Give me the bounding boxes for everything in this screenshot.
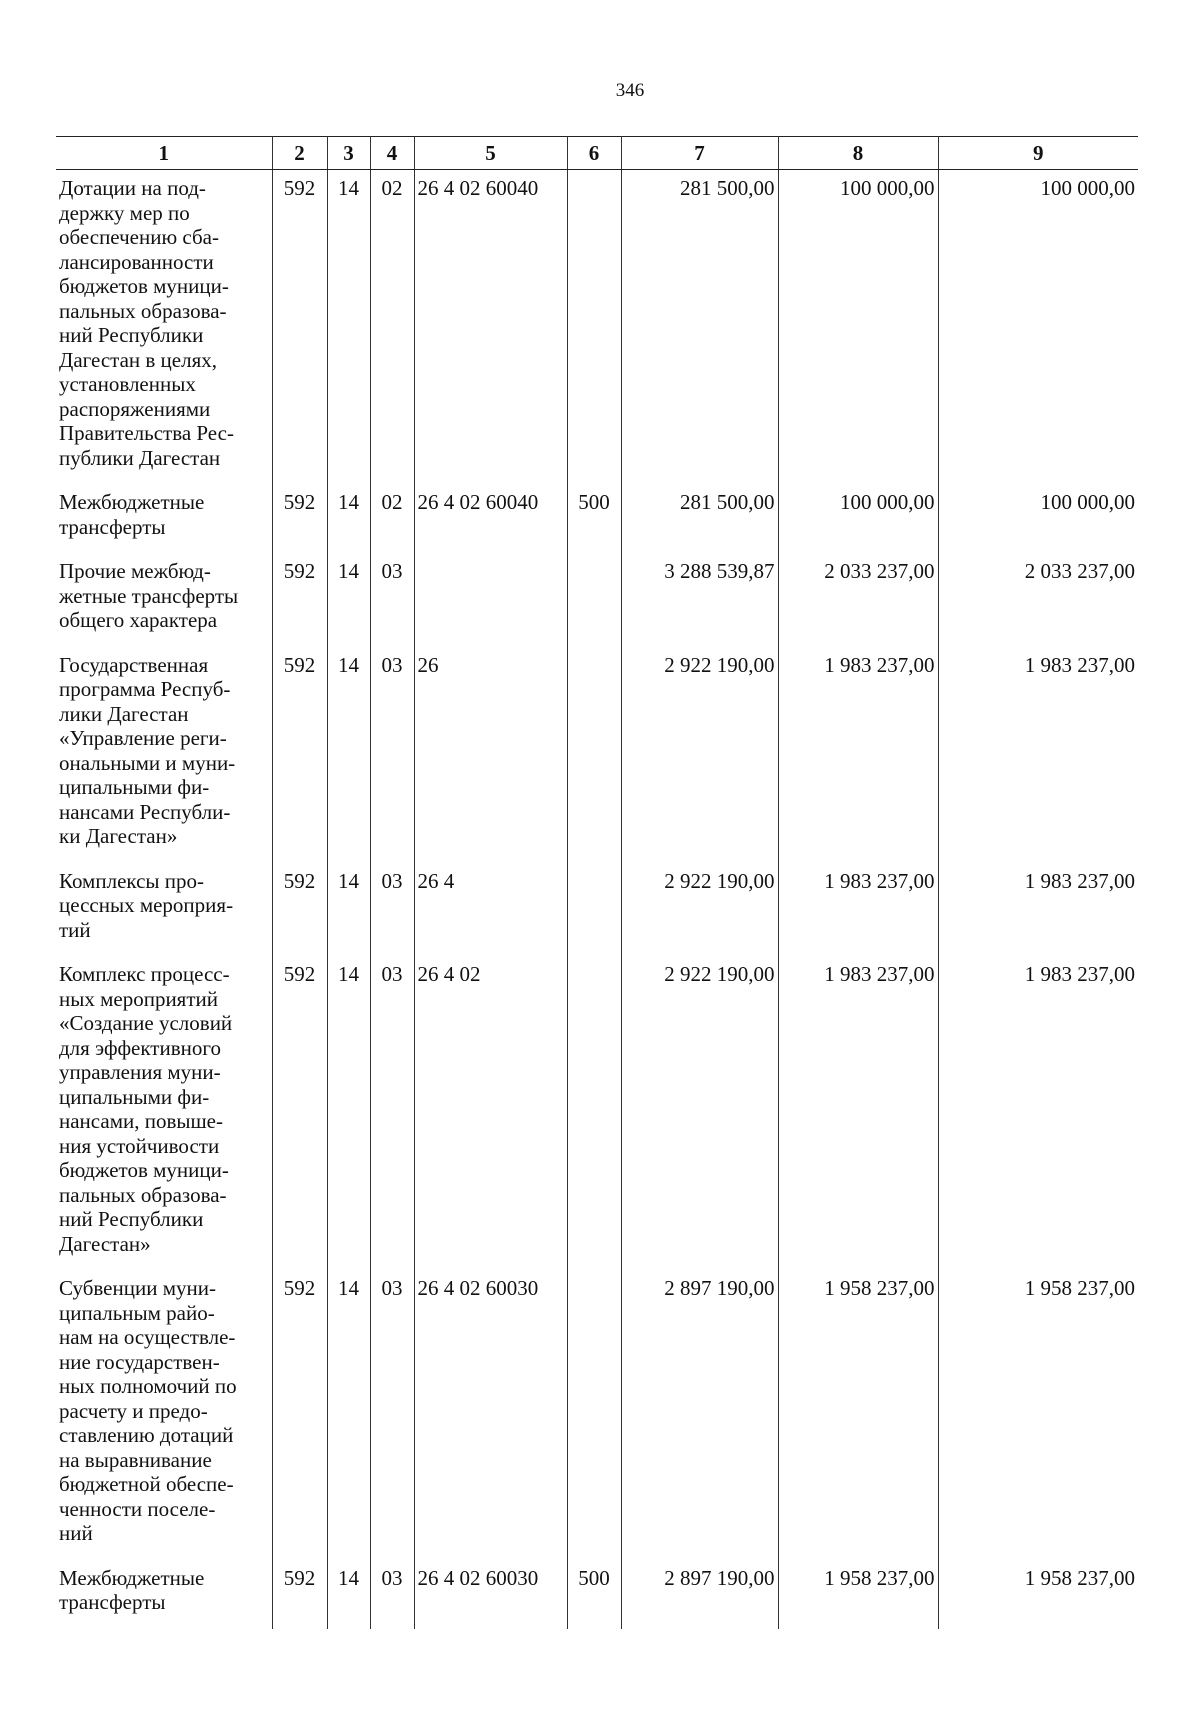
target-article-cell: 26 4 02 60030 (414, 1270, 567, 1546)
table-body (56, 170, 1138, 1629)
amount-col8-cell: 2 033 237,00 (778, 553, 938, 633)
spacer-cell (272, 1615, 327, 1629)
spacer-cell (327, 633, 370, 647)
admin-code-cell: 592 (272, 484, 327, 539)
row-name-line: жетные трансферты (59, 583, 239, 608)
row-name-line: Государственная (59, 652, 209, 677)
amount-col7-cell: 2 922 190,00 (621, 956, 778, 1256)
row-name-line: ципальными фи- (59, 775, 210, 799)
row-spacer (56, 1256, 1138, 1270)
header-col-3: 3 (327, 137, 370, 170)
subsection-cell: 03 (370, 647, 414, 849)
admin-code-cell: 592 (272, 170, 327, 471)
amount-col8-cell: 1 958 237,00 (778, 1560, 938, 1615)
amount-col7-cell: 3 288 539,87 (621, 553, 778, 633)
spacer-cell (327, 849, 370, 863)
row-name-cell (56, 1270, 272, 1546)
row-name-line: публики Дагестан (59, 445, 221, 470)
row-name-line: ных мероприятий (59, 986, 218, 1011)
spacer-cell (938, 633, 1138, 647)
spacer-cell (621, 633, 778, 647)
spacer-cell (56, 470, 272, 484)
expense-type-cell (567, 553, 621, 633)
expense-type-cell (567, 863, 621, 943)
subsection-cell: 02 (370, 484, 414, 539)
section-cell: 14 (327, 484, 370, 539)
admin-code-cell: 592 (272, 1270, 327, 1546)
spacer-cell (370, 633, 414, 647)
section-cell: 14 (327, 553, 370, 633)
spacer-cell (621, 1546, 778, 1560)
row-name-line: ние государствен- (59, 1349, 220, 1374)
row-name-line: установленных (59, 372, 196, 396)
spacer-cell (567, 633, 621, 647)
row-name-line: ональными и муни- (59, 750, 236, 775)
spacer-cell (938, 942, 1138, 956)
expense-type-cell (567, 956, 621, 1256)
header-col-8: 8 (778, 137, 938, 170)
admin-code-cell: 592 (272, 956, 327, 1256)
spacer-cell (272, 849, 327, 863)
row-name-cell (56, 484, 272, 539)
spacer-cell (56, 942, 272, 956)
amount-col9-cell: 2 033 237,00 (938, 553, 1138, 633)
row-name-line: лики Дагестан (59, 701, 189, 726)
spacer-cell (414, 539, 567, 553)
spacer-cell (414, 1256, 567, 1270)
row-spacer (56, 942, 1138, 956)
spacer-cell (778, 1256, 938, 1270)
row-name-line: ния устойчивости (59, 1133, 220, 1158)
spacer-cell (938, 470, 1138, 484)
spacer-cell (414, 1546, 567, 1560)
expense-type-cell: 500 (567, 484, 621, 539)
row-name-line: ципальными фи- (59, 1084, 210, 1109)
target-article-cell: 26 (414, 647, 567, 849)
admin-code-cell: 592 (272, 863, 327, 943)
header-col-4: 4 (370, 137, 414, 170)
spacer-cell (56, 849, 272, 863)
row-name-line: на выравнивание (59, 1447, 212, 1472)
table-row (56, 1270, 1138, 1546)
table-header-row (56, 137, 1138, 170)
amount-col8-cell: 1 983 237,00 (778, 956, 938, 1256)
row-name-line: бюджетов муници- (59, 1158, 229, 1182)
spacer-cell (327, 1546, 370, 1560)
row-name-line: Комплексы про- (59, 868, 204, 893)
spacer-cell (778, 849, 938, 863)
spacer-cell (56, 1256, 272, 1270)
row-name-line: бюджетной обеспе- (59, 1472, 234, 1496)
amount-col8-cell: 100 000,00 (778, 484, 938, 539)
spacer-cell (56, 1615, 272, 1629)
spacer-cell (567, 1615, 621, 1629)
subsection-cell: 03 (370, 553, 414, 633)
amount-col9-cell: 100 000,00 (938, 170, 1138, 471)
amount-col9-cell: 1 983 237,00 (938, 647, 1138, 849)
spacer-cell (567, 1256, 621, 1270)
row-name-line: пальных образова- (59, 1182, 227, 1207)
subsection-cell: 03 (370, 956, 414, 1256)
amount-col9-cell: 1 983 237,00 (938, 956, 1138, 1256)
subsection-cell: 03 (370, 863, 414, 943)
row-name-line: тий (59, 917, 91, 942)
spacer-cell (272, 942, 327, 956)
spacer-cell (272, 1256, 327, 1270)
row-name-line: нам на осуществле- (59, 1325, 236, 1349)
spacer-cell (272, 1546, 327, 1560)
row-name-cell (56, 553, 272, 633)
target-article-cell (414, 553, 567, 633)
row-name-line: ных полномочий по (59, 1374, 237, 1398)
row-name-line: Субвенции муни- (59, 1276, 216, 1300)
row-name-line: Комплекс процесс- (59, 962, 230, 986)
row-name-line: нансами, повыше- (59, 1109, 223, 1133)
header-col-7: 7 (621, 137, 778, 170)
spacer-cell (778, 539, 938, 553)
spacer-cell (567, 539, 621, 553)
amount-col9-cell: 1 958 237,00 (938, 1270, 1138, 1546)
admin-code-cell: 592 (272, 553, 327, 633)
expense-type-cell (567, 647, 621, 849)
header-col-1: 1 (56, 137, 272, 170)
spacer-cell (272, 539, 327, 553)
amount-col7-cell: 281 500,00 (621, 170, 778, 471)
spacer-cell (414, 942, 567, 956)
spacer-cell (414, 633, 567, 647)
amount-col8-cell: 100 000,00 (778, 170, 938, 471)
header-col-9: 9 (938, 137, 1138, 170)
row-spacer (56, 1615, 1138, 1629)
amount-col9-cell: 100 000,00 (938, 484, 1138, 539)
row-name-line: Правительства Рес- (59, 421, 234, 445)
amount-col7-cell: 281 500,00 (621, 484, 778, 539)
spacer-cell (938, 1615, 1138, 1629)
subsection-cell: 03 (370, 1560, 414, 1615)
budget-table (56, 136, 1138, 1629)
row-name-line: Прочие межбюд- (59, 559, 211, 583)
admin-code-cell: 592 (272, 1560, 327, 1615)
row-name-line: Дотации на под- (59, 176, 206, 200)
row-name-line: ставлению дотаций (59, 1423, 234, 1447)
spacer-cell (272, 633, 327, 647)
subsection-cell: 03 (370, 1270, 414, 1546)
amount-col7-cell: 2 922 190,00 (621, 647, 778, 849)
spacer-cell (621, 1615, 778, 1629)
row-name-line: ченности поселе- (59, 1496, 216, 1521)
amount-col7-cell: 2 922 190,00 (621, 863, 778, 943)
row-name-line: общего характера (59, 608, 218, 632)
spacer-cell (938, 1546, 1138, 1560)
table-row (56, 647, 1138, 849)
row-spacer (56, 539, 1138, 553)
row-name-line: ний (59, 1521, 93, 1545)
spacer-cell (567, 942, 621, 956)
spacer-cell (370, 1546, 414, 1560)
spacer-cell (414, 470, 567, 484)
row-name-cell (56, 647, 272, 849)
spacer-cell (778, 633, 938, 647)
spacer-cell (370, 1615, 414, 1629)
spacer-cell (327, 1615, 370, 1629)
spacer-cell (938, 849, 1138, 863)
row-name-cell (56, 863, 272, 943)
amount-col7-cell: 2 897 190,00 (621, 1270, 778, 1546)
table-row (56, 1560, 1138, 1615)
expense-type-cell (567, 1270, 621, 1546)
row-name-line: управления муни- (59, 1060, 221, 1084)
row-name-line: расчету и предо- (59, 1398, 208, 1423)
row-name-line: трансферты (59, 1590, 166, 1614)
spacer-cell (778, 470, 938, 484)
amount-col8-cell: 1 983 237,00 (778, 647, 938, 849)
row-name-line: бюджетов муници- (59, 274, 229, 298)
header-col-5: 5 (414, 137, 567, 170)
spacer-cell (567, 470, 621, 484)
row-name-cell (56, 1560, 272, 1615)
row-spacer (56, 633, 1138, 647)
section-cell: 14 (327, 647, 370, 849)
row-name-line: Дагестан в целях, (59, 347, 218, 372)
header-col-2: 2 (272, 137, 327, 170)
spacer-cell (370, 539, 414, 553)
spacer-cell (56, 539, 272, 553)
row-name-line: пальных образова- (59, 298, 227, 323)
spacer-cell (56, 1546, 272, 1560)
admin-code-cell: 592 (272, 647, 327, 849)
section-cell: 14 (327, 863, 370, 943)
spacer-cell (327, 539, 370, 553)
spacer-cell (778, 1546, 938, 1560)
section-cell: 14 (327, 170, 370, 471)
row-name-line: трансферты (59, 514, 166, 539)
spacer-cell (621, 942, 778, 956)
spacer-cell (370, 470, 414, 484)
row-name-line: обеспечению сба- (59, 225, 219, 249)
target-article-cell: 26 4 02 (414, 956, 567, 1256)
table-row (56, 170, 1138, 471)
row-name-line: Дагестан» (59, 1231, 151, 1256)
row-name-line: ципальным райо- (59, 1300, 215, 1325)
spacer-cell (327, 470, 370, 484)
row-name-line: «Создание условий (59, 1011, 233, 1035)
row-name-line: программа Респуб- (59, 677, 231, 701)
row-spacer (56, 470, 1138, 484)
spacer-cell (327, 1256, 370, 1270)
row-name-line: ний Республики (59, 323, 204, 347)
spacer-cell (778, 942, 938, 956)
subsection-cell: 02 (370, 170, 414, 471)
spacer-cell (567, 1546, 621, 1560)
spacer-cell (370, 1256, 414, 1270)
row-name-line: ний Республики (59, 1207, 204, 1231)
row-name-line: распоряжениями (59, 396, 211, 421)
table-row (56, 553, 1138, 633)
row-spacer (56, 1546, 1138, 1560)
row-name-line: «Управление реги- (59, 726, 227, 750)
spacer-cell (938, 539, 1138, 553)
row-name-line: ки Дагестан» (59, 824, 178, 848)
target-article-cell: 26 4 02 60040 (414, 484, 567, 539)
spacer-cell (938, 1256, 1138, 1270)
table-row (56, 863, 1138, 943)
target-article-cell: 26 4 02 60030 (414, 1560, 567, 1615)
spacer-cell (327, 942, 370, 956)
spacer-cell (621, 470, 778, 484)
row-name-line: Межбюджетные (59, 1565, 205, 1590)
spacer-cell (621, 849, 778, 863)
row-name-cell (56, 956, 272, 1256)
row-name-cell (56, 170, 272, 471)
table-row (56, 956, 1138, 1256)
spacer-cell (621, 539, 778, 553)
spacer-cell (414, 849, 567, 863)
row-name-line: для эффективного (59, 1035, 221, 1060)
budget-table-wrapper (56, 136, 1138, 1629)
section-cell: 14 (327, 956, 370, 1256)
expense-type-cell: 500 (567, 1560, 621, 1615)
section-cell: 14 (327, 1560, 370, 1615)
row-name-line: Межбюджетные (59, 490, 205, 514)
header-col-6: 6 (567, 137, 621, 170)
amount-col7-cell: 2 897 190,00 (621, 1560, 778, 1615)
expense-type-cell (567, 170, 621, 471)
spacer-cell (370, 849, 414, 863)
spacer-cell (370, 942, 414, 956)
spacer-cell (56, 633, 272, 647)
spacer-cell (567, 849, 621, 863)
row-name-line: держку мер по (59, 200, 190, 225)
amount-col9-cell: 1 958 237,00 (938, 1560, 1138, 1615)
amount-col8-cell: 1 958 237,00 (778, 1270, 938, 1546)
row-name-line: лансированности (59, 249, 214, 274)
section-cell: 14 (327, 1270, 370, 1546)
target-article-cell: 26 4 02 60040 (414, 170, 567, 471)
row-name-line: нансами Республи- (59, 799, 231, 824)
spacer-cell (621, 1256, 778, 1270)
row-spacer (56, 849, 1138, 863)
amount-col8-cell: 1 983 237,00 (778, 863, 938, 943)
target-article-cell: 26 4 (414, 863, 567, 943)
amount-col9-cell: 1 983 237,00 (938, 863, 1138, 943)
page-number: 346 (615, 80, 645, 101)
row-name-line: цессных мероприя- (59, 893, 234, 917)
table-row (56, 484, 1138, 539)
spacer-cell (414, 1615, 567, 1629)
spacer-cell (272, 470, 327, 484)
spacer-cell (778, 1615, 938, 1629)
